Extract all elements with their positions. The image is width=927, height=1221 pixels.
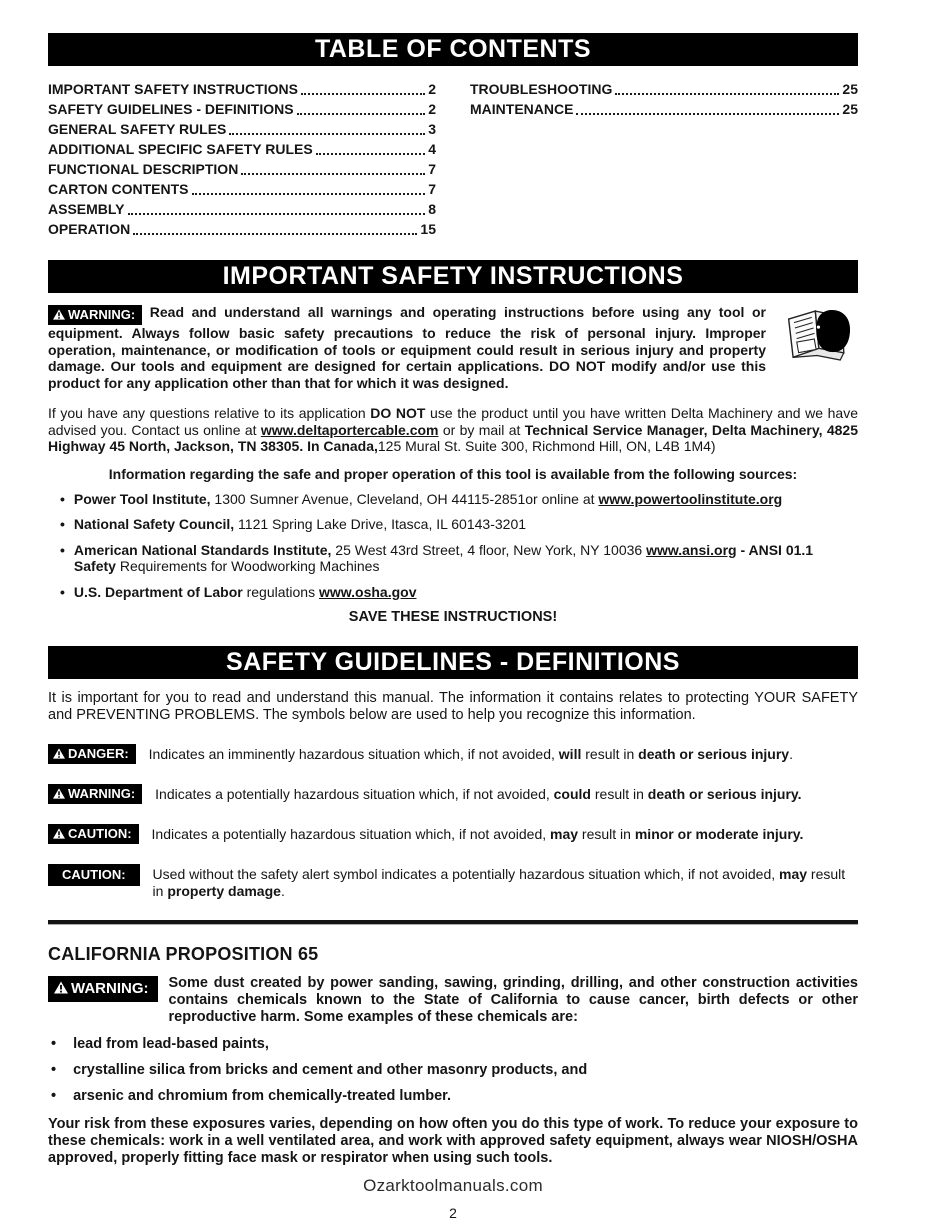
- warning-label: [48, 305, 142, 325]
- text-run: American National Standards Institute,: [73, 541, 332, 558]
- link-url[interactable]: www.ansi.org: [646, 541, 737, 558]
- dot-leader: [576, 113, 839, 115]
- text-run: regulations: [242, 583, 319, 600]
- toc-entry: [470, 99, 858, 119]
- toc-entry-label: MAINTENANCE: [470, 101, 574, 117]
- page-number: 2: [449, 1205, 457, 1221]
- text-run: .: [789, 746, 793, 762]
- text-run: 125 Mural St. Suite 300, Richmond Hill, ON, L4B 1M4): [377, 438, 716, 454]
- save-instructions-line: SAVE THESE INSTRUCTIONS!: [348, 609, 558, 625]
- warning-label-text: WARNING:: [68, 307, 136, 322]
- dot-leader: [297, 113, 426, 115]
- toc-entry: [470, 79, 858, 99]
- dot-leader: [133, 233, 417, 235]
- guidelines-intro: It is important for you to read and understand this manual. The information it contains relates to protecting YOUR SAFETY and PREVENTING PROBLEMS. The symbols below are used to help you recognize this information.: [48, 690, 858, 723]
- text-run: 1121 Spring Lake Drive, Itasca, IL 60143-3201: [234, 516, 527, 532]
- toc-entry-label: OPERATION: [48, 221, 131, 237]
- source-item: [48, 516, 858, 533]
- source-item-text: [74, 491, 782, 508]
- toc-page-number: 7: [428, 161, 436, 177]
- toc-entry: [48, 219, 436, 239]
- sources-intro-line: Information regarding the safe and proper operation of this tool is available from the following sources:: [108, 465, 798, 482]
- dot-leader: [128, 213, 426, 215]
- link-url[interactable]: www.deltaportercable.com: [260, 421, 439, 438]
- dot-leader: [316, 153, 425, 155]
- danger-label-text: DANGER:: [68, 746, 129, 761]
- toc-left-column: [48, 79, 436, 239]
- text-run: Indicates a potentially hazardous situation which, if not avoided,: [151, 826, 551, 842]
- text-run: result in: [578, 826, 635, 842]
- text-run: Technical Service Manager, Delta Machinery, 4825 Highway 45 North, Jackson, TN 38305. In Canada,: [48, 421, 858, 454]
- toc-entry-label: ADDITIONAL SPECIFIC SAFETY RULES: [48, 141, 313, 157]
- text-run: use the product until you have written Delta Machinery and we have advised you. Contact us online at: [48, 405, 858, 438]
- toc-entry-label: IMPORTANT SAFETY INSTRUCTIONS: [48, 81, 298, 97]
- definition-text: [155, 784, 801, 803]
- read-manual-icon: [778, 304, 858, 368]
- text-run: death or serious injury.: [647, 786, 802, 802]
- text-run: property damage: [167, 883, 281, 899]
- toc-page-number: 3: [428, 121, 436, 137]
- text-run: may: [779, 866, 808, 882]
- warning-label: [48, 976, 158, 1002]
- safety-instructions-title-bar: IMPORTANT SAFETY INSTRUCTIONS: [48, 260, 858, 293]
- dot-leader: [229, 133, 425, 135]
- dot-leader: [301, 93, 425, 95]
- chemical-item-text: crystalline silica from bricks and cement and other masonry products, and: [73, 1062, 588, 1078]
- chemical-item: [48, 1088, 858, 1105]
- text-run: 1300 Sumner Avenue, Cleveland, OH 44115-2851or online at: [210, 490, 599, 507]
- chemicals-list: [48, 1036, 858, 1105]
- safety-warning-paragraph: [48, 304, 858, 391]
- text-run: death or serious injury: [638, 746, 790, 762]
- text-run: Used without the safety alert symbol indicates a potentially hazardous situation which, if not avoided,: [152, 866, 780, 882]
- warning-label-text: WARNING:: [71, 980, 149, 997]
- source-item: [48, 491, 858, 508]
- text-run: DO NOT: [370, 405, 426, 421]
- toc-entry: [48, 199, 436, 219]
- text-run: result in: [152, 866, 846, 899]
- toc-page-number: 25: [842, 101, 858, 117]
- text-run: could: [553, 786, 591, 802]
- text-run: or by mail at: [438, 421, 525, 438]
- bullet-icon: •: [51, 1062, 57, 1078]
- caution-label: [48, 824, 139, 844]
- contact-paragraph: [48, 405, 858, 455]
- bullet-icon: •: [60, 541, 65, 558]
- text-run: may: [550, 826, 579, 842]
- danger-label: [48, 744, 136, 764]
- bullet-icon: •: [60, 516, 65, 532]
- toc-page-number: 8: [428, 201, 436, 217]
- section-divider: [48, 920, 858, 925]
- prop65-warning-paragraph: [48, 975, 858, 1026]
- definition-row-caution: [48, 824, 858, 844]
- text-run: Requirements for Woodworking Machines: [115, 558, 380, 574]
- toc-entry-label: SAFETY GUIDELINES - DEFINITIONS: [48, 101, 294, 117]
- caution-plain-label-text: CAUTION:: [62, 867, 126, 882]
- alert-triangle-icon: [53, 788, 65, 799]
- guidelines-title-bar: SAFETY GUIDELINES - DEFINITIONS: [48, 646, 858, 679]
- toc-entry: [48, 159, 436, 179]
- risk-paragraph: Your risk from these exposures varies, depending on how often you do this type of work. To reduce your exposure to these chemicals: work in a well ventilated area, and work with approved safety equipment, always wear NIOSH/OSHA approved, properly fitting face mask or respirator when using such tools.: [48, 1116, 858, 1166]
- text-run: - ANSI 01.1 Safety: [73, 541, 814, 574]
- toc-entry-label: ASSEMBLY: [48, 201, 125, 217]
- toc-entry-label: CARTON CONTENTS: [48, 181, 189, 197]
- chemical-item: [48, 1062, 858, 1079]
- toc-entry-label: GENERAL SAFETY RULES: [48, 121, 227, 137]
- text-run: minor or moderate injury.: [634, 826, 804, 842]
- toc-right-column: [470, 79, 858, 239]
- dot-leader: [241, 173, 425, 175]
- caution-label-text: CAUTION:: [68, 826, 132, 841]
- toc-page-number: 15: [420, 221, 436, 237]
- toc-page-number: 2: [428, 101, 436, 117]
- chemical-item: [48, 1036, 858, 1053]
- alert-triangle-icon: [53, 828, 65, 839]
- text-run: Indicates an imminently hazardous situation which, if not avoided,: [148, 746, 559, 762]
- text-run: result in: [590, 786, 648, 802]
- warning-label-text: WARNING:: [68, 786, 136, 801]
- footer-site-name: Ozarktoolmanuals.com: [363, 1176, 543, 1195]
- toc-entry: [48, 99, 436, 119]
- text-run: Power Tool Institute,: [73, 490, 211, 507]
- text-run: National Safety Council,: [73, 516, 235, 532]
- toc-entry: [48, 179, 436, 199]
- definition-row-danger: [48, 744, 858, 764]
- definition-text: [152, 824, 804, 843]
- definition-row-warning: [48, 784, 858, 804]
- definition-text: [149, 744, 793, 763]
- source-item-text: [74, 516, 526, 533]
- text-run: result in: [581, 746, 639, 762]
- toc-page-number: 4: [428, 141, 436, 157]
- text-run: U.S. Department of Labor: [73, 583, 243, 600]
- text-run: Indicates a potentially hazardous situation which, if not avoided,: [155, 786, 554, 802]
- text-run: .: [280, 883, 285, 899]
- warning-label: [48, 784, 142, 804]
- chemical-item-text: arsenic and chromium from chemically-treated lumber.: [73, 1088, 452, 1104]
- text-run: 25 West 43rd Street, 4 floor, New York, NY 10036: [331, 541, 647, 558]
- toc-page-number: 25: [842, 81, 858, 97]
- source-item: [48, 584, 858, 601]
- text-run: will: [558, 746, 582, 762]
- source-item-text: [74, 542, 858, 575]
- toc-entry-label: TROUBLESHOOTING: [470, 81, 613, 97]
- alert-triangle-icon: [54, 981, 68, 994]
- toc-entry: [48, 79, 436, 99]
- prop65-warning-text: Some dust created by power sanding, sawing, grinding, drilling, and other construction activities contains chemicals known to the State of California to cause cancer, birth defects or other reproductive harm. Some examples of these chemicals are:: [168, 975, 858, 1025]
- warning-text: Read and understand all warnings and operating instructions before using any tool or equipment. Always follow basic safety precautions to reduce the risk of personal injury. Improper operation, maintenance, or modification of tools or equipment could result in serious injury and property damage. Our tools and equipment are designed for certain applications. DO NOT modify and/or use this product for any application other than that for which it was designed.: [48, 304, 767, 391]
- toc-title-bar: TABLE OF CONTENTS: [48, 33, 858, 66]
- toc-entry-label: FUNCTIONAL DESCRIPTION: [48, 161, 239, 177]
- definition-text: [153, 864, 858, 900]
- alert-triangle-icon: [53, 309, 65, 320]
- caution-plain-label: [48, 864, 140, 886]
- toc-page-number: 7: [428, 181, 436, 197]
- chemical-item-text: lead from lead-based paints,: [73, 1036, 269, 1052]
- bullet-icon: •: [51, 1088, 57, 1104]
- source-item-text: [74, 584, 417, 601]
- toc-page-number: 2: [428, 81, 436, 97]
- toc-entry: [48, 119, 436, 139]
- source-item: [48, 542, 858, 575]
- sources-list: [48, 491, 858, 601]
- toc-entry: [48, 139, 436, 159]
- definition-row-caution-plain: [48, 864, 858, 900]
- link-url[interactable]: www.powertoolinstitute.org: [598, 490, 783, 507]
- link-url[interactable]: www.osha.gov: [318, 583, 417, 600]
- dot-leader: [192, 193, 426, 195]
- toc: [48, 79, 858, 239]
- dot-leader: [615, 93, 839, 95]
- text-run: If you have any questions relative to its application: [48, 405, 371, 421]
- prop65-heading: CALIFORNIA PROPOSITION 65: [48, 944, 319, 964]
- bullet-icon: •: [60, 583, 65, 600]
- bullet-icon: •: [51, 1036, 57, 1052]
- bullet-icon: •: [60, 490, 65, 507]
- alert-triangle-icon: [53, 748, 65, 759]
